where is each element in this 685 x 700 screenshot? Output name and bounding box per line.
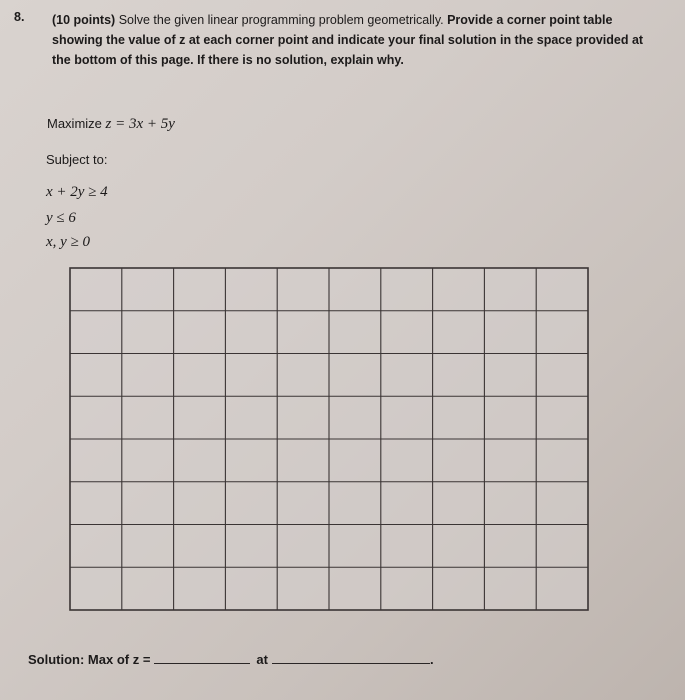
constraint-3: x, y ≥ 0 [46, 234, 91, 250]
solution-label: Solution: Max of z = [28, 652, 151, 667]
question-lead: Solve the given linear programming problem geometrically. [118, 13, 444, 27]
constraints-label: Subject to: [46, 152, 108, 167]
solution-end-mark: . [429, 652, 434, 667]
question-points: (10 points) [52, 13, 116, 27]
objective-line [47, 116, 175, 133]
graph-grid-svg [68, 266, 590, 612]
question-text [52, 10, 652, 70]
at-point-blank[interactable] [272, 650, 430, 664]
objective-label: Maximize [47, 116, 102, 131]
constraint-1: x + 2y ≥ 4 [46, 184, 108, 200]
solution-line [28, 650, 434, 667]
at-label: at [256, 652, 268, 667]
objective-expression: z = 3x + 5y [105, 116, 175, 132]
question-number: 8. [14, 10, 25, 24]
max-z-blank[interactable] [154, 650, 250, 664]
graph-grid [68, 266, 590, 612]
question-instructions: Provide a corner point table showing the value of z at each corner point and indicate your final solution in the space provided at the bottom of this page. If there is no solution, explain why. [52, 13, 644, 67]
constraint-2: y ≤ 6 [46, 210, 76, 226]
